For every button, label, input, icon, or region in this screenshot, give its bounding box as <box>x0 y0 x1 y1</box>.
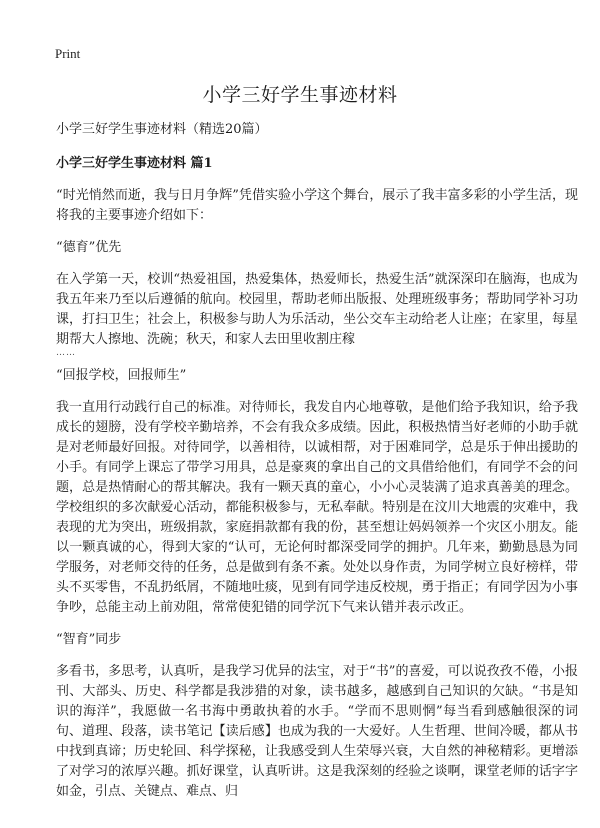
intro-paragraph: “时光悄然而逝，我与日月争辉”凭借实验小学这个舞台，展示了我丰富多彩的小学生活，现将我的主要事迹介绍如下： <box>56 188 578 223</box>
section-heading: 小学三好学生事迹材料 篇1 <box>56 156 213 171</box>
ellipsis: …… <box>56 348 76 358</box>
paragraph-intellect: 多看书，多思考，认真听，是我学习优异的法宝，对于“书”的喜爱，可以说孜孜不倦，小报刊、大部头、历史、科学都是我涉猎的对象，读书越多，越感到自己知识的欠缺。“书是知识的海洋”，我愿做一名书海中勇敢执着的水手。“学而不思则惘”每当看到感触很深的词句、道理、段落，读书笔记【读后感】也成为我的一大爱好。人生哲理、世间冷暖，都从书中找到真谛；历史轮回、科学探秘，让我感受到人生荣辱兴衰，大自然的神秘精彩。更增添了对学习的浓厚兴趣。抓好课堂，认真听讲。这是我深刻的经验之谈啊，课堂老师的话字字如金，引点、关键点、难点、归 <box>56 664 578 799</box>
heading-intellect: “智育”同步 <box>56 632 122 647</box>
heading-repay: “回报学校，回报师生” <box>56 368 187 383</box>
heading-moral: “德育”优先 <box>56 240 122 255</box>
print-link[interactable]: Print <box>55 46 81 61</box>
document-subtitle: 小学三好学生事迹材料（精选20篇） <box>56 122 268 137</box>
page-title: 小学三好学生事迹材料 <box>202 84 398 106</box>
document-body <box>56 120 578 814</box>
paragraph-repay: 我一直用行动践行自己的标准。对待师长，我发自内心地尊敬，是他们给予我知识，给予我成长的翅膀，没有学校辛勤培养，不会有我众多成绩。因此，积极热情当好老师的小助手就是对老师最好回报。对待同学，以善相待，以诚相帮，对于困难同学，总是乐于伸出援助的小手。有同学上课忘了带学习用具，总是豪爽的拿出自己的文具借给他们，有同学不会的问题，总是热情耐心的帮其解决。我有一颗天真的童心，小小心灵装满了追求真善美的理念。学校组织的多次献爱心活动，都能积极参与，无私奉献。特别是在汶川大地震的灾难中，我表现的尤为突出，班级捐款，家庭捐款都有我的份，甚至想让妈妈领养一个灾区小朋友。能以一颗真诚的心，得到大家的“认可，无论何时都深受同学的拥护。几年来，勤勤恳恳为同学服务，对老师交待的任务，总是做到有条不紊。处处以身作责，为同学树立良好榜样，带头不买零售，不乱扔纸屑，不随地吐痰，见到有同学违反校规，勇于指正；有同学因为小事争吵，总能主动上前劝阻，常常使犯错的同学沉下气来认错并表示改正。 <box>56 400 578 615</box>
paragraph-moral: 在入学第一天，校训“热爱祖国，热爱集体，热爱师长，热爱生活”就深深印在脑海，也成为我五年来乃至以后遵循的航向。校园里，帮助老师出版报、处理班级事务；帮助同学补习功课，打扫卫生；社会上，积极参与助人为乐活动，坐公交车主动给老人让座；在家里，每星期帮大人擦地、洗碗；秋天，和家人去田里收割庄稼 <box>56 272 578 347</box>
